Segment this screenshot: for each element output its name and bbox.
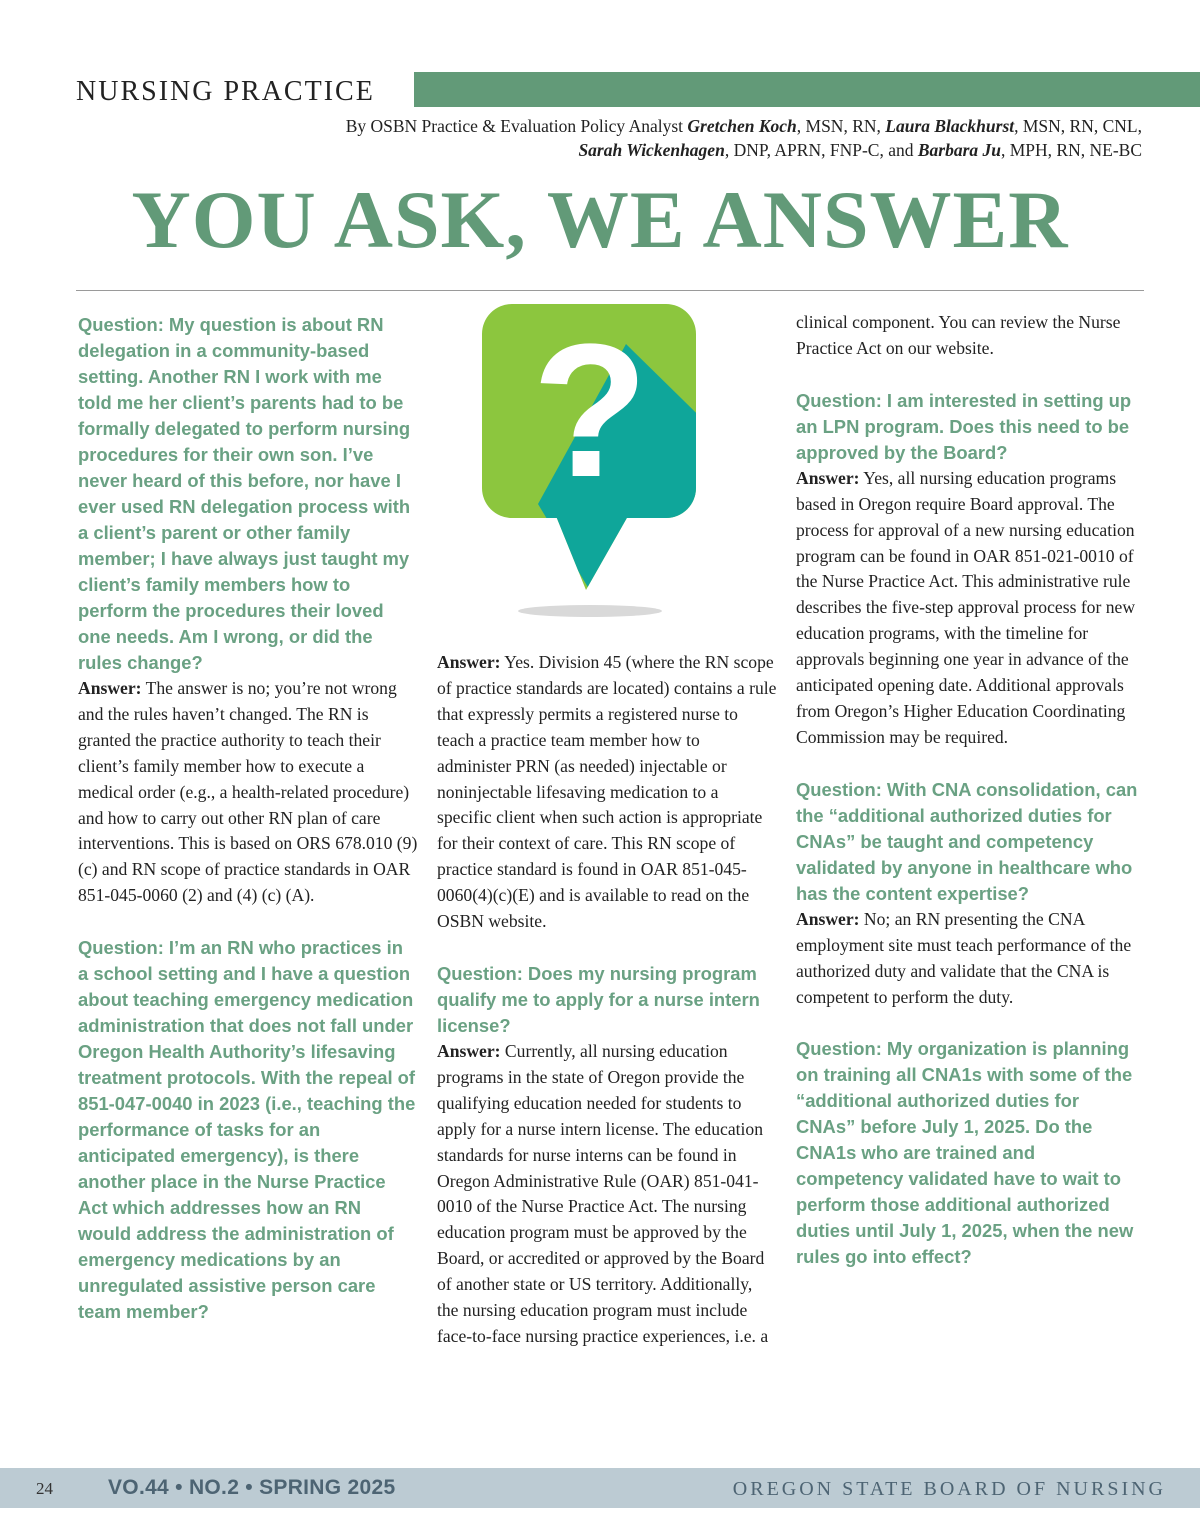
question-glyph: ? xyxy=(531,305,649,517)
answer-body: Yes, all nursing education programs based in Oregon require Board approval. The process for approval of a new nursing education program can be found in OAR 851-021-0010 of the Nurse Practice Act. This administrative rule describes the five-step approval process for new education programs, with the timeline for approvals beginning one year in advance of the anticipated opening date. Additional approvals from Oregon’s Higher Education Coordinating Commission may be required. xyxy=(796,467,1136,747)
byline xyxy=(142,114,1142,162)
answer-text xyxy=(796,907,1141,1011)
answer-label: Answer: xyxy=(437,652,501,672)
byline-prefix: By OSBN Practice & Evaluation Policy Analyst xyxy=(345,116,688,136)
question-bubble-icon xyxy=(478,304,700,624)
answer-continuation: clinical component. You can review the Nurse Practice Act on our website. xyxy=(796,312,1121,358)
issue-label: VO.44 • NO.2 • SPRING 2025 xyxy=(108,1476,396,1499)
answer-label: Answer: xyxy=(78,678,142,698)
byline-line-2 xyxy=(142,138,1142,162)
answer-text xyxy=(796,466,1141,751)
answer-text xyxy=(78,676,418,909)
byline-line-1 xyxy=(142,114,1142,138)
author-credentials: , DNP, APRN, FNP-C, and xyxy=(724,140,918,160)
author-credentials: , MSN, RN, CNL, xyxy=(1014,116,1142,136)
answer-body: No; an RN presenting the CNA employment site must teach performance of the authorized duty and validate that the CNA is competent to perform the duty. xyxy=(796,908,1132,1007)
question-text: Question: I’m an RN who practices in a school setting and I have a question about teaching emergency medication administration that does not fall under Oregon Health Authority’s lifesaving treatment protocols. With the repeal of 851-047-0040 in 2023 (i.e., teaching the performance of tasks for an anticipated emergency), is there another place in the Nurse Practice Act which addresses how an RN would address the administration of emergency medications by an unregulated assistive person care team member? xyxy=(78,937,416,1323)
page-number: 24 xyxy=(36,1479,53,1498)
author-name: Gretchen Koch xyxy=(687,116,797,136)
question-text: Question: My question is about RN delegation in a community-based setting. Another RN I work with me told me her client’s parents had to be formally delegated to perform nursing procedures for their own son. I’ve never heard of this before, nor have I ever used RN delegation process with a client’s parent or other family member; I have always just taught my client’s family members how to perform the procedures their loved one needs. Am I wrong, or did the rules change? xyxy=(78,314,411,673)
column-2 xyxy=(437,650,777,1350)
author-name: Sarah Wickenhagen xyxy=(578,140,725,160)
author-name: Barbara Ju xyxy=(917,140,1001,160)
section-label: NURSING PRACTICE xyxy=(76,76,375,107)
answer-label: Answer: xyxy=(796,908,860,929)
question-text: Question: I am interested in setting up an LPN program. Does this need to be approved by the Board? xyxy=(796,389,1132,463)
question-text: Question: With CNA consolidation, can the “additional authorized duties for CNAs” be taught and competency validated by anyone in healthcare who has the content expertise? xyxy=(796,778,1138,904)
author-credentials: , MSN, RN, xyxy=(796,116,886,136)
author-credentials: , MPH, RN, NE-BC xyxy=(1001,140,1142,160)
answer-label: Answer: xyxy=(437,1040,501,1061)
answer-body: Yes. Division 45 (where the RN scope of practice standards are located) contains a rule that expressly permits a registered nurse to teach a practice team member how to administer PRN (as needed) injectable or noninjectable lifesaving medication to a specific client when such action is appropriate for their context of care. This RN scope of practice standard is found in OAR 851-045-0060(4)(c)(E) and is available to read on the OSBN website. xyxy=(437,652,777,932)
divider xyxy=(76,290,1144,291)
answer-text xyxy=(437,650,777,935)
answer-body: The answer is no; you’re not wrong and the rules haven’t changed. The RN is granted the practice authority to teach their client’s family member how to execute a medical order (e.g., a health-related procedure) and how to carry out other RN plan of care interventions. This is based on ORS 678.010 (9) (c) and RN scope of practice standards in OAR 851-045-0060 (2) and (4) (c) (A). xyxy=(78,678,418,906)
question-text: Question: My organization is planning on training all CNA1s with some of the “additional authorized duties for CNAs” before July 1, 2025. Do the CNA1s who are trained and competency validated have to wait to perform those additional authorized duties until July 1, 2025, when the new rules go into effect? xyxy=(796,1038,1134,1268)
answer-label: Answer: xyxy=(796,467,860,488)
answer-body: Currently, all nursing education programs in the state of Oregon provide the qualifying education needed for students to apply for a nurse intern license. The education standards for nurse interns can be found in Oregon Administrative Rule (OAR) 851-041-0010 of the Nurse Practice Act. The nursing education program must be approved by the Board, or accredited or approved by the Board of another state or US territory. Additionally, the nursing education program must include face-to-face nursing practice experiences, i.e. a xyxy=(437,1040,769,1346)
answer-text xyxy=(437,1039,777,1350)
column-3 xyxy=(796,310,1141,1270)
author-name: Laura Blackhurst xyxy=(885,116,1015,136)
page-title: YOU ASK, WE ANSWER xyxy=(131,174,1069,265)
organization-name: OREGON STATE BOARD OF NURSING xyxy=(732,1478,1166,1500)
question-text: Question: Does my nursing program qualify me to apply for a nurse intern license? xyxy=(437,962,760,1036)
header-accent-bar xyxy=(414,72,1200,107)
column-1 xyxy=(78,312,418,1325)
